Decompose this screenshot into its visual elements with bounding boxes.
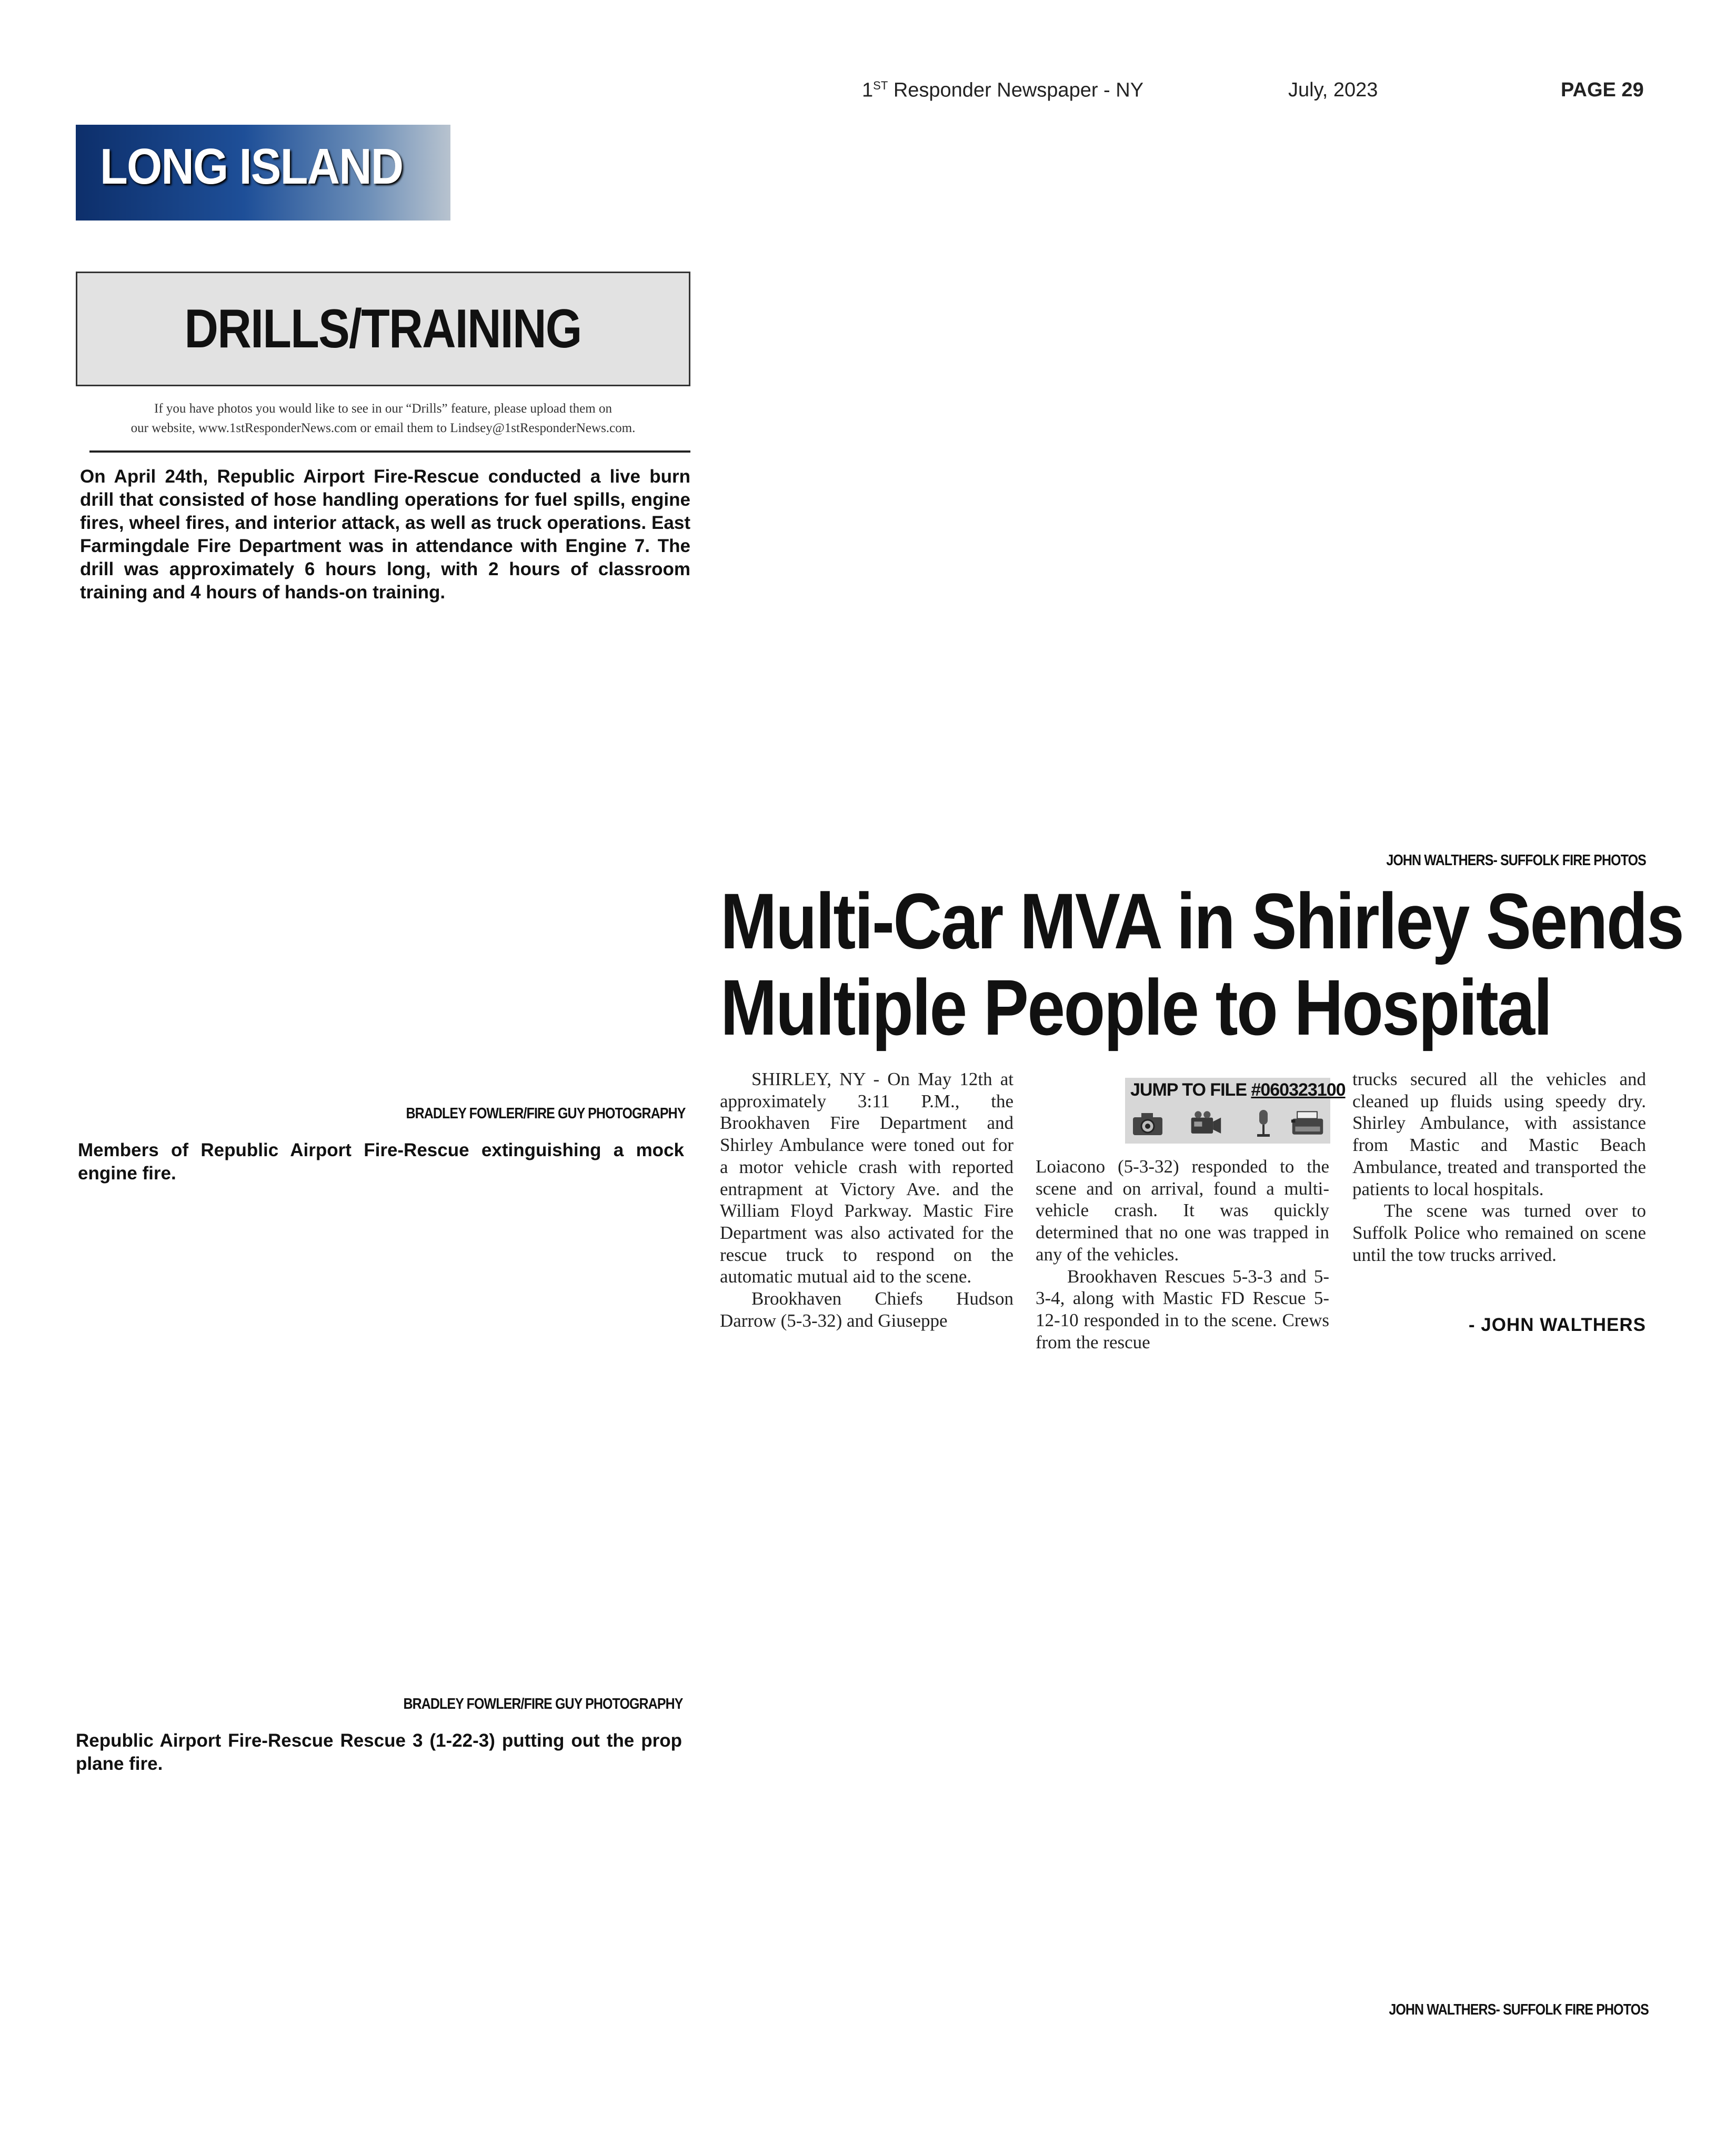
drills-intro: On April 24th, Republic Airport Fire-Rescue conducted a live burn drill that consisted of hose handling operations for fuel spills, engine fires, wheel fires, and interior attack, as well as truck operations. East Farmingdale Fire Department was in attendance with Engine 7. The drill was approximately 6 hours long, with 2 hours of classroom training and 4 hours of hands-on training. bbox=[80, 466, 690, 603]
camera-icon[interactable] bbox=[1130, 1108, 1165, 1139]
section-banner-title: LONG ISLAND bbox=[100, 138, 403, 195]
article-paragraph: Brookhaven Chiefs Hudson Darrow (5-3-32) and Giuseppe bbox=[720, 1288, 1013, 1331]
publication-name: 1ST Responder Newspaper - NY bbox=[862, 79, 1144, 102]
photo1-credit: BRADLEY FOWLER/FIRE GUY PHOTOGRAPHY bbox=[406, 1105, 686, 1122]
photo2-caption: Republic Airport Fire-Rescue Rescue 3 (1-22-3) putting out the prop plane fire. bbox=[76, 1730, 682, 1774]
video-camera-icon[interactable] bbox=[1188, 1108, 1223, 1139]
page-number: PAGE 29 bbox=[1561, 79, 1644, 101]
article-paragraph: Brookhaven Rescues 5-3-3 and 5-3-4, along with Mastic FD Rescue 5-12-10 responded in to the scene. Crews from the rescue bbox=[1036, 1266, 1329, 1352]
drills-title: DRILLS/TRAINING bbox=[184, 298, 582, 359]
article-photo-credit-top: JOHN WALTHERS- SUFFOLK FIRE PHOTOS bbox=[1386, 852, 1646, 869]
microphone-icon[interactable] bbox=[1246, 1108, 1281, 1139]
photo2-credit: BRADLEY FOWLER/FIRE GUY PHOTOGRAPHY bbox=[403, 1696, 683, 1712]
typewriter-icon[interactable] bbox=[1290, 1108, 1325, 1139]
photo1-caption: Members of Republic Airport Fire-Rescue extinguishing a mock engine fire. bbox=[78, 1140, 684, 1184]
article-byline: - JOHN WALTHERS bbox=[1468, 1315, 1646, 1335]
article-paragraph: Loiacono (5-3-32) responded to the scene and on arrival, found a multi-vehicle crash. It was quickly determined that no one was trapped in any of the vehicles. bbox=[1036, 1156, 1329, 1265]
drills-submission-note: If you have photos you would like to see in our “Drills” feature, please upload them on our website, www.1stResponderNews.com or email them to Lindsey@1stResponderNews.com. bbox=[131, 402, 636, 435]
issue-date: July, 2023 bbox=[1288, 79, 1378, 101]
article-paragraph: SHIRLEY, NY - On May 12th at approximately 3:11 P.M., the Brookhaven Fire Department and Shirley Ambulance were toned out for a motor vehicle crash with reported entrapment at Victory Ave. and the William Floyd Parkway. Mastic Fire Department was also activated for the rescue truck to respond on the automatic mutual aid to the scene. bbox=[720, 1069, 1013, 1287]
article-headline: Multi-Car MVA in Shirley Sends Multiple People to Hospital bbox=[720, 877, 1683, 1051]
drills-training-header bbox=[76, 272, 690, 386]
article-photo-credit-bottom: JOHN WALTHERS- SUFFOLK FIRE PHOTOS bbox=[1389, 2001, 1649, 2018]
article-paragraph: trucks secured all the vehicles and cleaned up fluids using speedy dry. Shirley Ambulance, with assistance from Mastic and Mastic Beach Ambulance, treated and transported the patients to local hospitals. bbox=[1352, 1069, 1646, 1199]
article-column-3 bbox=[1352, 1068, 1646, 1266]
article-column-2 bbox=[1036, 1156, 1329, 1353]
article-paragraph: The scene was turned over to Suffolk Police who remained on scene until the tow trucks arrived. bbox=[1352, 1200, 1646, 1265]
jump-to-file-link[interactable]: JUMP TO FILE #060323100 bbox=[1130, 1080, 1346, 1100]
article-column-1 bbox=[720, 1068, 1013, 1331]
divider-rule bbox=[89, 450, 690, 453]
